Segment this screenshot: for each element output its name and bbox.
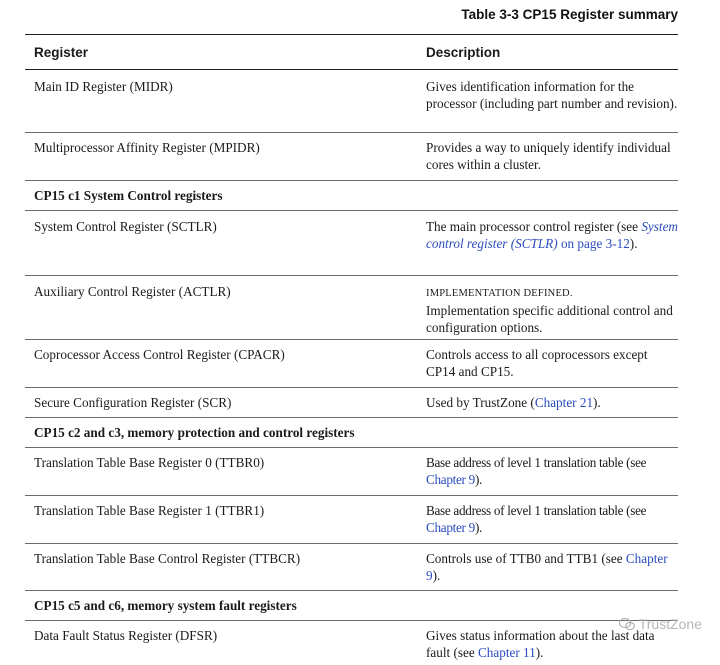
section-row bbox=[25, 418, 678, 448]
doc-link[interactable]: Chapter 9 bbox=[426, 520, 475, 535]
table-row bbox=[25, 276, 678, 340]
section-heading: CP15 c5 and c6, memory system fault registers bbox=[34, 598, 297, 613]
section-heading: CP15 c2 and c3, memory protection and control registers bbox=[34, 425, 355, 440]
register-description: IMPLEMENTATION DEFINED. Implementation specific additional control and configuration options. bbox=[426, 288, 673, 335]
doc-link[interactable]: Chapter 9 bbox=[426, 472, 475, 487]
register-name: Data Fault Status Register (DFSR) bbox=[34, 628, 218, 643]
watermark bbox=[619, 616, 702, 632]
table-caption: Table 3-3 CP15 Register summary bbox=[461, 7, 678, 22]
watermark-text: TrustZone bbox=[638, 616, 702, 632]
doc-link[interactable]: Chapter 9 bbox=[426, 551, 668, 583]
register-description: Gives identification information for the processor (including part number and revision). bbox=[426, 79, 678, 111]
register-description: Gives status information about the last data fault (see Chapter 11). bbox=[426, 628, 655, 660]
section-row bbox=[25, 181, 678, 211]
register-description: Provides a way to uniquely identify individual cores within a cluster. bbox=[426, 140, 671, 172]
doc-link[interactable]: Chapter 11 bbox=[478, 645, 536, 660]
register-name: Translation Table Base Register 1 (TTBR1) bbox=[34, 503, 265, 518]
register-name: Secure Configuration Register (SCR) bbox=[34, 395, 232, 410]
table-row bbox=[25, 544, 678, 591]
wechat-icon bbox=[619, 617, 635, 631]
table-row bbox=[25, 448, 678, 496]
register-description: Controls use of TTB0 and TTB1 (see Chapter 9). bbox=[426, 551, 668, 583]
register-name: Auxiliary Control Register (ACTLR) bbox=[34, 284, 231, 299]
table-row bbox=[25, 211, 678, 276]
doc-link[interactable]: System control register (SCTLR) bbox=[426, 219, 678, 251]
header-description: Description bbox=[426, 44, 501, 60]
table-row bbox=[25, 70, 678, 133]
register-description: Used by TrustZone (Chapter 21). bbox=[426, 395, 601, 410]
table-row bbox=[25, 340, 678, 388]
register-name: System Control Register (SCTLR) bbox=[34, 219, 217, 234]
table-row bbox=[25, 133, 678, 181]
register-description: Base address of level 1 translation table (see Chapter 9). bbox=[426, 503, 647, 535]
table-row bbox=[25, 496, 678, 544]
register-name: Coprocessor Access Control Register (CPACR) bbox=[34, 347, 285, 362]
register-description: Controls access to all coprocessors except CP14 and CP15. bbox=[426, 347, 648, 379]
doc-link[interactable]: on page 3-12 bbox=[560, 236, 630, 251]
doc-link[interactable]: Chapter 21 bbox=[534, 395, 594, 410]
register-name: Translation Table Base Control Register (TTBCR) bbox=[34, 551, 301, 566]
impl-defined-label: IMPLEMENTATION DEFINED. bbox=[426, 288, 573, 299]
header-register: Register bbox=[34, 44, 89, 60]
register-description: The main processor control register (see System control register (SCTLR) on page 3-12). bbox=[426, 219, 678, 251]
register-table bbox=[25, 34, 678, 665]
register-name: Main ID Register (MIDR) bbox=[34, 79, 173, 94]
table-header-row bbox=[25, 35, 678, 70]
section-row bbox=[25, 591, 678, 621]
register-name: Multiprocessor Affinity Register (MPIDR) bbox=[34, 140, 260, 155]
table-row bbox=[25, 621, 678, 665]
register-name: Translation Table Base Register 0 (TTBR0) bbox=[34, 455, 265, 470]
section-heading: CP15 c1 System Control registers bbox=[34, 188, 223, 203]
register-description: Base address of level 1 translation table (see Chapter 9). bbox=[426, 455, 647, 487]
table-row bbox=[25, 388, 678, 418]
